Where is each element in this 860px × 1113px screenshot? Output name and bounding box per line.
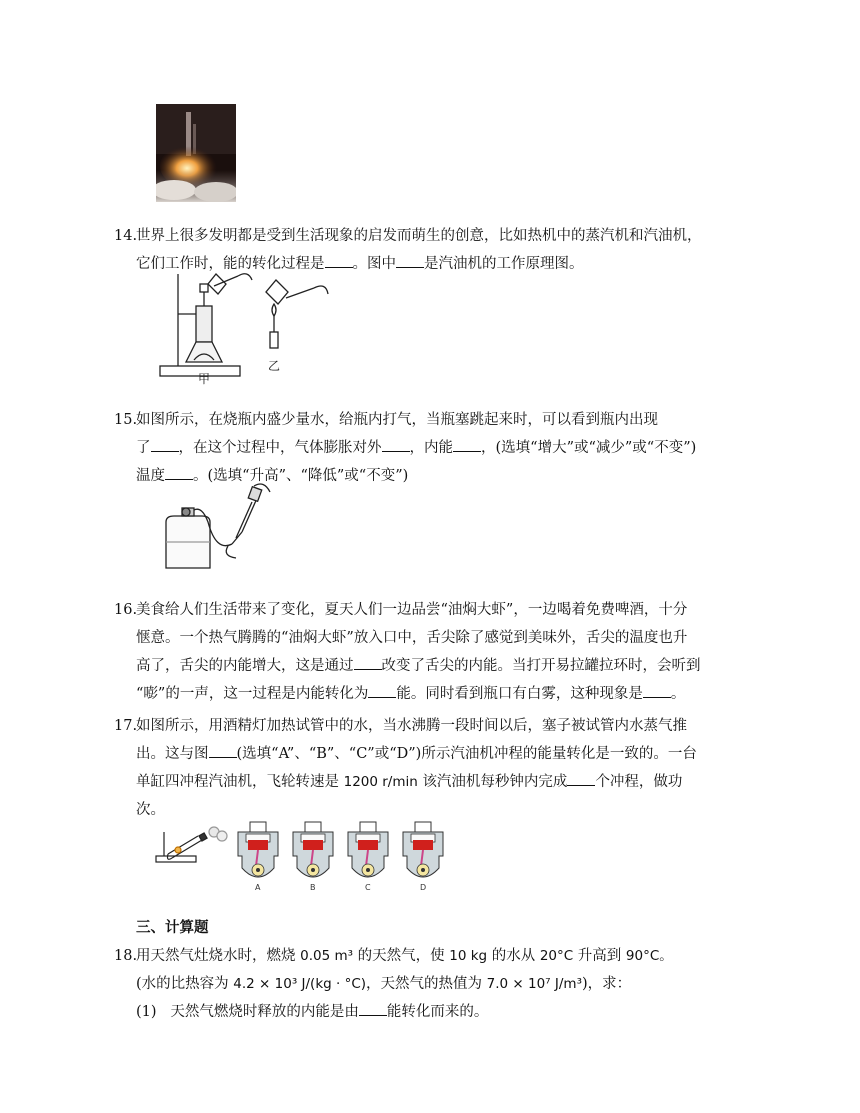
answer-blank[interactable] bbox=[453, 435, 481, 452]
question-number: 15. bbox=[114, 412, 138, 428]
question-text-line: 单缸四冲程汽油机，飞轮转速是 1200 r/min 该汽油机每秒钟内完成 个冲程，做功 bbox=[136, 768, 736, 796]
answer-blank[interactable] bbox=[165, 463, 193, 480]
answer-blank[interactable] bbox=[396, 251, 424, 268]
question-15 bbox=[114, 406, 736, 490]
answer-blank[interactable] bbox=[567, 769, 595, 786]
section-heading: 三、计算题 bbox=[136, 919, 209, 936]
answer-blank[interactable] bbox=[382, 435, 410, 452]
test-tube-heating-figure bbox=[154, 826, 230, 866]
answer-blank[interactable] bbox=[151, 435, 179, 452]
question-text-line: 世界上很多发明都是受到生活现象的启发而萌生的创意，比如热机中的蒸汽机和汽油机， bbox=[136, 228, 702, 244]
engine-label: D bbox=[420, 883, 427, 892]
question-number: 17. bbox=[114, 718, 138, 734]
question-number: 18. bbox=[114, 948, 138, 964]
question-16 bbox=[114, 596, 736, 708]
question-text-line: “嘭”的一声，这一过程是内能转化为 能。同时看到瓶口有白雾，这种现象是 。 bbox=[136, 680, 736, 708]
figure-label-yi: 乙 bbox=[268, 359, 281, 373]
answer-blank[interactable] bbox=[209, 741, 237, 758]
flask-pump-figure bbox=[158, 482, 288, 574]
question-text-line: 如图所示，用酒精灯加热试管中的水，当水沸腾一段时间以后，塞子被试管内水蒸气推 bbox=[136, 718, 687, 734]
question-18 bbox=[114, 942, 776, 1026]
engine-diagram-b bbox=[293, 822, 333, 877]
engine-diagram-d bbox=[403, 822, 443, 877]
sub-question-1: (1) 天然气燃烧时释放的内能是由 能转化而来的。 bbox=[136, 998, 776, 1026]
engine-diagram-a bbox=[238, 822, 278, 877]
question-number: 14. bbox=[114, 228, 138, 244]
question-text-line: 次。 bbox=[136, 802, 165, 818]
engine-label: C bbox=[365, 883, 371, 892]
question-number: 16. bbox=[114, 602, 138, 618]
engine-stroke-svg bbox=[234, 820, 454, 892]
answer-blank[interactable] bbox=[325, 251, 353, 268]
question-17 bbox=[114, 712, 736, 824]
question-text-line: 高了，舌尖的内能增大，这是通过 改变了舌尖的内能。当打开易拉罐拉环时，会听到 bbox=[136, 652, 736, 680]
engine-stroke-figures bbox=[234, 820, 454, 892]
question-text-line: 用天然气灶烧水时，燃烧 0.05 m³ 的天然气，使 10 kg 的水从 20°C 升高到 90°C。 bbox=[136, 948, 673, 964]
question-text-line: 了 ，在这个过程中，气体膨胀对外 ，内能 ，(选填“增大”或“减少”或“不变”) bbox=[136, 434, 736, 462]
rocket-launch-photo bbox=[156, 104, 236, 202]
question-text-line: 如图所示，在烧瓶内盛少量水，给瓶内打气，当瓶塞跳起来时，可以看到瓶内出现 bbox=[136, 412, 658, 428]
question-text-line: 出。这与图 (选填“A”、“B”、“C”或“D”)所示汽油机冲程的能量转化是一致的。一台 bbox=[136, 740, 736, 768]
answer-blank[interactable] bbox=[354, 653, 382, 670]
answer-blank[interactable] bbox=[643, 681, 671, 698]
question-text-line: 美食给人们生活带来了变化，夏天人们一边品尝“油焖大虾”，一边喝着免费啤酒，十分 bbox=[136, 602, 688, 618]
answer-blank[interactable] bbox=[368, 681, 396, 698]
pinwheel-experiment-figure bbox=[156, 270, 336, 386]
engine-label: B bbox=[310, 883, 316, 892]
question-text-line: 惬意。一个热气腾腾的“油焖大虾”放入口中，舌尖除了感觉到美味外，舌尖的温度也升 bbox=[136, 630, 688, 646]
question-text-line: 它们工作时，能的转化过程是 。图中 是汽油机的工作原理图。 bbox=[136, 250, 736, 278]
question-text-line: (水的比热容为 4.2 × 10³ J/(kg · °C)，天然气的热值为 7.0 × 10⁷ J/m³)，求： bbox=[136, 976, 632, 992]
engine-label: A bbox=[255, 883, 261, 892]
question-text-line: 温度 。(选填“升高”、“降低”或“不变”) bbox=[136, 462, 736, 490]
engine-diagram-c bbox=[348, 822, 388, 877]
answer-blank[interactable] bbox=[359, 999, 387, 1016]
figure-label-jia: 甲 bbox=[198, 372, 211, 386]
